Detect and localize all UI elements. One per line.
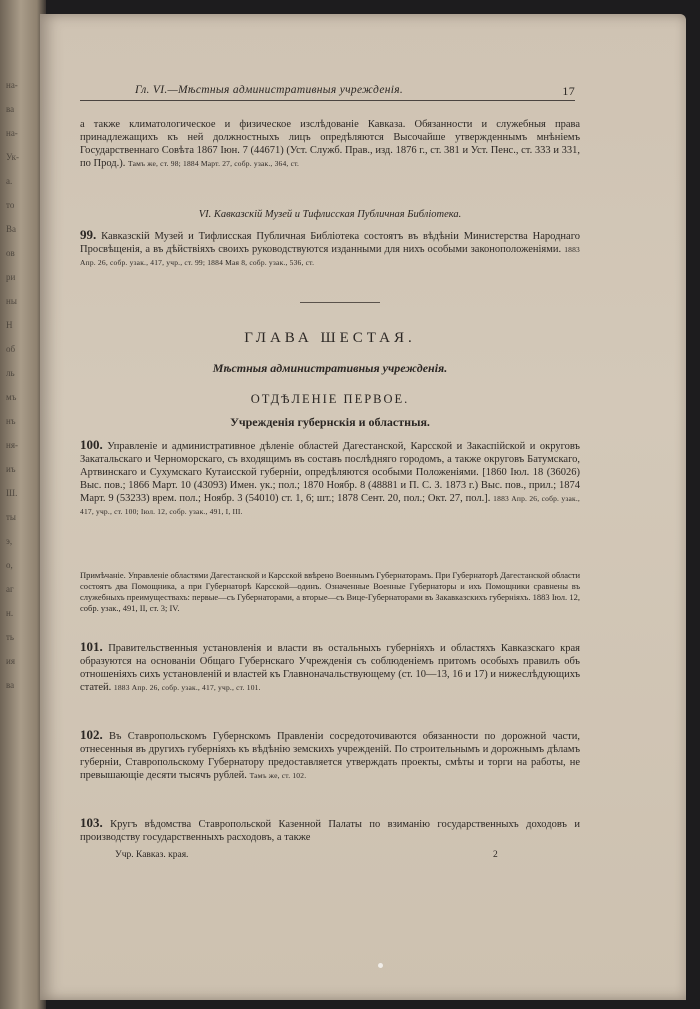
division-subtitle: Учрежденія губернскія и областныя. bbox=[230, 415, 430, 429]
article-reference: 1883 Апр. 26, собр. узак., 417, учр., ст. 101. bbox=[113, 683, 261, 692]
article-100 bbox=[80, 438, 580, 518]
running-title: Гл. VI.—Мѣстныя административныя учрежденія. bbox=[135, 84, 404, 96]
left-page-fragment: Ук- bbox=[6, 152, 19, 162]
article-text: Кавказскій Музей и Тифлисская Публичная Библіотека состоятъ въ вѣдѣніи Министерства Народнаго Просвѣщенія, а въ дѣйствіяхъ своихъ руководствуются изданными для нихъ особыми законоположеніями. bbox=[80, 231, 580, 255]
paragraph-reference: Тамъ же, ст. 98; 1884 Март. 27, собр. узак., 364, ст. bbox=[128, 159, 300, 168]
article-number: 101. bbox=[80, 639, 103, 654]
section-divider bbox=[300, 302, 380, 303]
left-page-fragment: на- bbox=[6, 80, 18, 90]
article-text: Правительственныя установленія и власти въ остальныхъ губерніяхъ и областяхъ Кавказскаго края образуются на основаніи Общаго Губернскаго Учрежденія съ соблюденіемъ притомъ особыхъ правилъ объ отношеніяхъ сихъ установленій и властей къ Главноначальствующему (ст. 10—13, 16 и 17) и нижеслѣдующихъ статей. bbox=[80, 643, 581, 693]
article-102 bbox=[80, 728, 580, 782]
left-page-fragment: Ва bbox=[6, 224, 16, 234]
article-101 bbox=[80, 640, 580, 694]
left-page-fragment: об bbox=[6, 344, 16, 354]
division-title: ОТДѢЛЕНІЕ ПЕРВОЕ. bbox=[250, 392, 410, 406]
left-page-fragment: ть bbox=[6, 632, 15, 642]
left-page-fragment: ри bbox=[6, 272, 16, 282]
continued-paragraph bbox=[80, 118, 580, 170]
left-page-fragment: мъ bbox=[6, 392, 17, 402]
left-page-fragment: ов bbox=[6, 248, 15, 258]
left-page-fragment: э, bbox=[6, 536, 13, 546]
left-page-fragment: н. bbox=[6, 608, 14, 618]
chapter-subtitle: Мѣстныя административныя учрежденія. bbox=[212, 361, 448, 375]
chapter-title: ГЛАВА ШЕСТАЯ. bbox=[244, 330, 416, 346]
left-page-fragment: ны bbox=[6, 296, 17, 306]
left-page-fragment: на- bbox=[6, 128, 18, 138]
header-rule bbox=[80, 100, 575, 101]
article-99 bbox=[80, 228, 580, 269]
signature-mark: 2 bbox=[493, 850, 498, 860]
left-page-fragment: о, bbox=[6, 560, 13, 570]
left-page-fragment: ия bbox=[6, 656, 15, 666]
article-text: Кругъ вѣдомства Ставропольской Казенной Палаты по взиманію государственныхъ доходовъ и производству государственныхъ расходовъ, а также bbox=[80, 819, 580, 843]
left-page-fragment: ль bbox=[6, 368, 15, 378]
left-page-fragment: то bbox=[6, 200, 15, 210]
footer-book-title: Учр. Кавказ. края. bbox=[115, 850, 189, 860]
section-heading: VI. Кавказскій Музей и Тифлисская Публичная Библіотека. bbox=[198, 209, 462, 220]
left-page-fragment: а. bbox=[6, 176, 13, 186]
page-footer bbox=[115, 850, 535, 860]
left-page-fragment: Ш. bbox=[6, 488, 18, 498]
left-page-fragment: иъ bbox=[6, 464, 16, 474]
article-text: Управленіе и административное дѣленіе областей Дагестанской, Карсской и Закаспійской и округовъ Закатальскаго и Черноморскаго, съ входящимъ въ составъ послѣдняго городомъ, а также округовъ Батумскаго, Артвинскаго и Сухумскаго Кутаисской губерніи, опредѣляются особыми Положеніями. [1860 Іюл. 18 (36026) Выс. пов.; 1866 Март. 10 (43093) Имен. ук.; пол.; 1870 Ноябр. 8 (48881 и П. С. З. 1873 г.) Выс. пов., прил.; 1874 Март. 9 (53233) врем. пол.; Ноябр. 3 (54010) ст. 1, 6; шт.; 1878 Сент. 20, пол.; Окт. 27, пол.]. bbox=[80, 441, 580, 504]
left-page-fragment: нъ bbox=[6, 416, 16, 426]
left-page-fragment: ва bbox=[6, 104, 15, 114]
article-number: 100. bbox=[80, 437, 103, 452]
running-header bbox=[135, 84, 575, 96]
left-page-fragment: Н bbox=[6, 320, 13, 330]
article-number: 99. bbox=[80, 227, 97, 242]
article-number: 103. bbox=[80, 815, 103, 830]
paragraph-text: а также климатологическое и физическое изслѣдованіе Кавказа. Обязанности и служебныя права принадлежащихъ къ ней должностныхъ лицъ опредѣляются Высочайше утвержденнымъ мнѣніемъ Государственнаго Совѣта 1867 Іюн. 7 (44671) (Уст. Служб. Прав., изд. 1876 г., ст. 381 и Уст. Пенс., ст. 333 и 331, по Прод.). bbox=[80, 119, 580, 169]
paper-speck bbox=[378, 963, 383, 968]
left-page-fragment: ты bbox=[6, 512, 16, 522]
left-page-fragment: ва bbox=[6, 680, 15, 690]
left-page-fragment: ня- bbox=[6, 440, 18, 450]
article-reference: Тамъ же, ст. 102. bbox=[249, 771, 307, 780]
article-103 bbox=[80, 816, 580, 844]
article-reference: 1883 Апр. 26, собр. узак., 417, учр., ст. 100; Іюл. 12, собр. узак., 491, I, III. bbox=[80, 494, 581, 516]
article-reference: 1883 Апр. 26, собр. узак., 417, учр., ст. 99; 1884 Мая 8, собр. узак., 536, ст. bbox=[80, 245, 581, 267]
left-page-fragment: аг bbox=[6, 584, 14, 594]
article-100-note: Примѣчаніе. Управленіе областями Дагестанской и Карсской ввѣрено Военнымъ Губернаторамъ. При Губернаторѣ Дагестанской области состоятъ два Помощника, а при Губернаторѣ Карсской—одинъ. Означенные Военные Губернаторы и ихъ Помощники сравнены въ служебныхъ преимуществахъ: первые—съ Губернаторами, а вторые—съ Вице-Губернаторами въ Закавказскихъ губерніяхъ. 1883 Іюл. 12, собр. узак., 491, II, ст. 3; IV. bbox=[80, 570, 580, 613]
article-text: Въ Ставропольскомъ Губернскомъ Правленіи сосредоточиваются обязанности по дорожной части, отнесенныя въ другихъ губерніяхъ къ вѣдѣнію земскихъ учрежденій. По строительнымъ и дорожнымъ дѣламъ губерніи, Ставропольскому Губернатору предоставляется утверждать проекты, смѣты и торги на работы, не превышающіе десяти тысячъ рублей. bbox=[80, 731, 580, 781]
page-number: 17 bbox=[562, 84, 575, 98]
article-number: 102. bbox=[80, 727, 103, 742]
